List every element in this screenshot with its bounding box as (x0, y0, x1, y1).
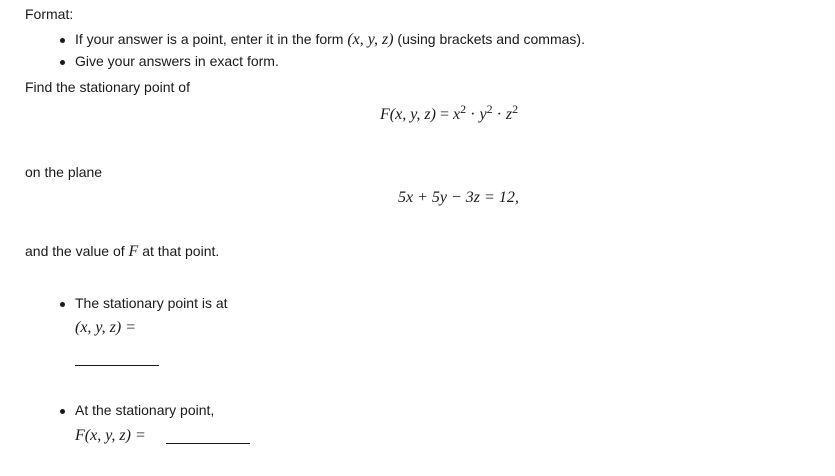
function-value-input[interactable] (166, 443, 250, 444)
format-instruction-1 (75, 31, 585, 49)
format-instruction-1-math: (x, y, z) (347, 31, 394, 48)
plane-label: on the plane (25, 164, 103, 180)
stationary-point-input[interactable] (75, 365, 159, 366)
format-instruction-2: Give your answers in exact form. (75, 53, 279, 69)
answer-1-label: The stationary point is at (75, 295, 228, 311)
answer-2-math: F(x, y, z) = (75, 427, 146, 444)
function-equals: = (439, 106, 450, 123)
bullet-icon (60, 60, 65, 65)
value-label: and the value of F at that point. (25, 243, 220, 260)
function-equation (380, 102, 519, 124)
problem-intro: Find the stationary point of (25, 79, 190, 95)
answer-1-math: (x, y, z) = (75, 319, 136, 336)
format-instruction-1-after: (using brackets and commas). (393, 31, 585, 47)
answer-2-label: At the stationary point, (75, 402, 215, 418)
function-rhs: $x^2 \cdot y^2 \cdot z^2$ (453, 102, 519, 123)
bullet-icon (60, 302, 65, 307)
bullet-icon (60, 409, 65, 414)
format-instruction-1-before: If your answer is a point, enter it in the form (75, 31, 348, 47)
function-lhs: F(x, y, z) (380, 106, 436, 123)
plane-equation: 5x + 5y − 3z = 12, (398, 189, 519, 206)
format-heading: Format: (25, 6, 74, 22)
value-label-math: F (128, 243, 139, 260)
bullet-icon (60, 38, 65, 43)
